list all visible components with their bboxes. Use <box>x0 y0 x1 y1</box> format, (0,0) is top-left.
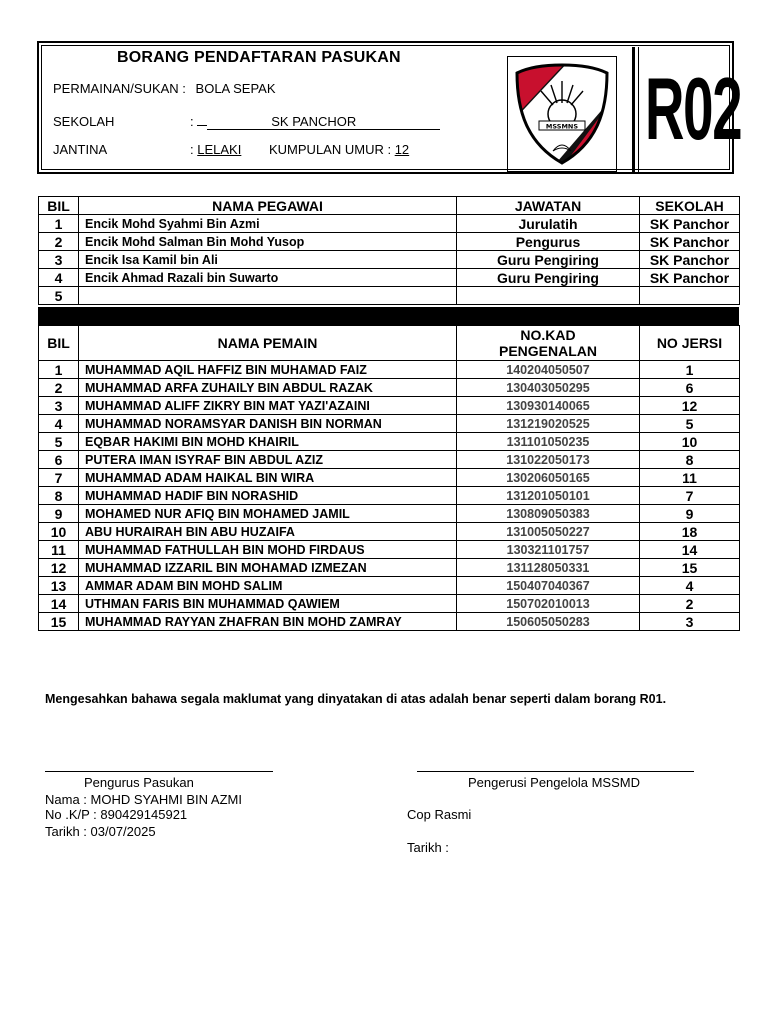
table-row <box>39 433 740 451</box>
players-header-row <box>39 326 740 361</box>
cell-bil: 1 <box>39 215 79 233</box>
signature-line-manager <box>45 771 273 772</box>
cell-player-name: MUHAMMAD ADAM HAIKAL BIN WIRA <box>79 469 457 487</box>
table-row <box>39 505 740 523</box>
cell-player-name: ABU HURAIRAH BIN ABU HUZAIFA <box>79 523 457 541</box>
gender-colon: : <box>190 142 194 157</box>
manager-ic: No .K/P : 890429145921 <box>45 807 188 822</box>
table-row <box>39 251 740 269</box>
table-row <box>39 541 740 559</box>
table-row <box>39 451 740 469</box>
cell-bil: 9 <box>39 505 79 523</box>
age-group-field <box>269 142 409 157</box>
signature-line-chairman <box>417 771 694 772</box>
manager-name: Nama : MOHD SYAHMI BIN AZMI <box>45 792 242 807</box>
cell-ic-number: 130321101757 <box>457 541 640 559</box>
cell-officer-name <box>79 287 457 305</box>
cell-ic-number: 131128050331 <box>457 559 640 577</box>
col-player-name: NAMA PEMAIN <box>79 326 457 361</box>
cell-bil: 2 <box>39 379 79 397</box>
cell-player-name: MUHAMMAD ALIFF ZIKRY BIN MAT YAZI'AZAINI <box>79 397 457 415</box>
table-row <box>39 287 740 305</box>
age-group-value: 12 <box>394 142 410 157</box>
col-school: SEKOLAH <box>640 197 740 215</box>
manager-date: Tarikh : 03/07/2025 <box>45 824 156 839</box>
cell-player-name: UTHMAN FARIS BIN MUHAMMAD QAWIEM <box>79 595 457 613</box>
cell-bil: 3 <box>39 397 79 415</box>
cell-bil: 3 <box>39 251 79 269</box>
manager-title: Pengurus Pasukan <box>84 775 194 790</box>
cell-bil: 8 <box>39 487 79 505</box>
table-row <box>39 577 740 595</box>
cell-ic-number: 150605050283 <box>457 613 640 631</box>
cell-jersey: 9 <box>640 505 740 523</box>
chairman-date: Tarikh : <box>407 840 449 855</box>
table-row <box>39 487 740 505</box>
cell-jersey: 6 <box>640 379 740 397</box>
cell-role: Jurulatih <box>457 215 640 233</box>
cell-player-name: MUHAMMAD NORAMSYAR DANISH BIN NORMAN <box>79 415 457 433</box>
table-row <box>39 469 740 487</box>
cell-ic-number: 150407040367 <box>457 577 640 595</box>
cell-ic-number: 130403050295 <box>457 379 640 397</box>
col-role: JAWATAN <box>457 197 640 215</box>
official-stamp-label: Cop Rasmi <box>407 807 472 822</box>
cell-role: Guru Pengiring <box>457 269 640 287</box>
cell-officer-name: Encik Mohd Syahmi Bin Azmi <box>79 215 457 233</box>
cell-ic-number: 131219020525 <box>457 415 640 433</box>
table-row <box>39 613 740 631</box>
cell-bil: 14 <box>39 595 79 613</box>
players-table <box>38 325 740 631</box>
cell-player-name: MUHAMMAD RAYYAN ZHAFRAN BIN MOHD ZAMRAY <box>79 613 457 631</box>
cell-jersey: 7 <box>640 487 740 505</box>
cell-ic-number: 130206050165 <box>457 469 640 487</box>
cell-jersey: 12 <box>640 397 740 415</box>
certification-statement: Mengesahkan bahawa segala maklumat yang dinyatakan di atas adalah benar seperti dalam borang R01. <box>45 692 667 706</box>
col-bil: BIL <box>39 326 79 361</box>
table-row <box>39 233 740 251</box>
table-row <box>39 523 740 541</box>
cell-school <box>640 287 740 305</box>
cell-jersey: 2 <box>640 595 740 613</box>
cell-bil: 11 <box>39 541 79 559</box>
cell-school: SK Panchor <box>640 269 740 287</box>
gender-label: JANTINA <box>53 142 108 157</box>
cell-role <box>457 287 640 305</box>
cell-bil: 13 <box>39 577 79 595</box>
gender-field <box>190 142 241 157</box>
logo-frame <box>507 56 617 172</box>
cell-ic-number: 131201050101 <box>457 487 640 505</box>
col-jersey: NO JERSI <box>640 326 740 361</box>
cell-role: Guru Pengiring <box>457 251 640 269</box>
cell-school: SK Panchor <box>640 251 740 269</box>
cell-bil: 5 <box>39 433 79 451</box>
cell-bil: 5 <box>39 287 79 305</box>
cell-school: SK Panchor <box>640 215 740 233</box>
cell-player-name: EQBAR HAKIMI BIN MOHD KHAIRIL <box>79 433 457 451</box>
cell-player-name: MUHAMMAD HADIF BIN NORASHID <box>79 487 457 505</box>
table-row <box>39 559 740 577</box>
table-row <box>39 595 740 613</box>
game-value: BOLA SEPAK <box>195 81 276 96</box>
cell-jersey: 1 <box>640 361 740 379</box>
cell-role: Pengurus <box>457 233 640 251</box>
cell-jersey: 15 <box>640 559 740 577</box>
cell-bil: 4 <box>39 269 79 287</box>
cell-bil: 6 <box>39 451 79 469</box>
mssmns-shield-logo <box>511 59 613 169</box>
table-row <box>39 379 740 397</box>
col-bil: BIL <box>39 197 79 215</box>
col-ic-number <box>457 326 640 361</box>
cell-bil: 1 <box>39 361 79 379</box>
col-ic-line1: NO.KAD <box>520 327 576 343</box>
age-group-label: KUMPULAN UMUR : <box>269 142 392 157</box>
school-value: SK PANCHOR <box>271 114 357 129</box>
cell-bil: 15 <box>39 613 79 631</box>
officials-table <box>38 196 740 305</box>
cell-officer-name: Encik Isa Kamil bin Ali <box>79 251 457 269</box>
cell-player-name: MUHAMMAD IZZARIL BIN MOHAMAD IZMEZAN <box>79 559 457 577</box>
game-label: PERMAINAN/SUKAN : <box>53 81 186 96</box>
game-line <box>53 81 276 96</box>
cell-jersey: 5 <box>640 415 740 433</box>
table-row <box>39 415 740 433</box>
cell-officer-name: Encik Mohd Salman Bin Mohd Yusop <box>79 233 457 251</box>
cell-bil: 7 <box>39 469 79 487</box>
form-title: BORANG PENDAFTARAN PASUKAN <box>117 49 401 66</box>
cell-player-name: MUHAMMAD FATHULLAH BIN MOHD FIRDAUS <box>79 541 457 559</box>
cell-jersey: 3 <box>640 613 740 631</box>
cell-player-name: MUHAMMAD ARFA ZUHAILY BIN ABDUL RAZAK <box>79 379 457 397</box>
section-divider-band <box>38 307 739 325</box>
cell-ic-number: 131022050173 <box>457 451 640 469</box>
cell-jersey: 14 <box>640 541 740 559</box>
cell-ic-number: 130930140065 <box>457 397 640 415</box>
cell-ic-number: 140204050507 <box>457 361 640 379</box>
cell-jersey: 4 <box>640 577 740 595</box>
cell-school: SK Panchor <box>640 233 740 251</box>
cell-jersey: 18 <box>640 523 740 541</box>
gender-value: LELAKI <box>197 142 242 157</box>
table-row <box>39 397 740 415</box>
cell-bil: 10 <box>39 523 79 541</box>
form-code: R02 <box>645 59 742 158</box>
form-header <box>37 41 742 174</box>
cell-ic-number: 150702010013 <box>457 595 640 613</box>
cell-bil: 12 <box>39 559 79 577</box>
cell-ic-number: 131101050235 <box>457 433 640 451</box>
logo-text: MSSMNS <box>545 122 579 131</box>
chairman-title: Pengerusi Pengelola MSSMD <box>468 775 640 790</box>
cell-jersey: 10 <box>640 433 740 451</box>
cell-player-name: PUTERA IMAN ISYRAF BIN ABDUL AZIZ <box>79 451 457 469</box>
cell-ic-number: 131005050227 <box>457 523 640 541</box>
school-colon: : <box>190 114 194 129</box>
cell-officer-name: Encik Ahmad Razali bin Suwarto <box>79 269 457 287</box>
cell-player-name: AMMAR ADAM BIN MOHD SALIM <box>79 577 457 595</box>
cell-bil: 2 <box>39 233 79 251</box>
table-row <box>39 269 740 287</box>
col-officer-name: NAMA PEGAWAI <box>79 197 457 215</box>
cell-player-name: MOHAMED NUR AFIQ BIN MOHAMED JAMIL <box>79 505 457 523</box>
col-ic-line2: PENGENALAN <box>498 343 597 359</box>
school-label: SEKOLAH <box>53 114 115 129</box>
cell-bil: 4 <box>39 415 79 433</box>
cell-ic-number: 130809050383 <box>457 505 640 523</box>
table-row <box>39 215 740 233</box>
cell-jersey: 8 <box>640 451 740 469</box>
table-row <box>39 361 740 379</box>
cell-player-name: MUHAMMAD AQIL HAFFIZ BIN MUHAMAD FAIZ <box>79 361 457 379</box>
cell-jersey: 11 <box>640 469 740 487</box>
officials-header-row <box>39 197 740 215</box>
school-field <box>190 114 440 130</box>
form-code-box <box>632 47 742 172</box>
